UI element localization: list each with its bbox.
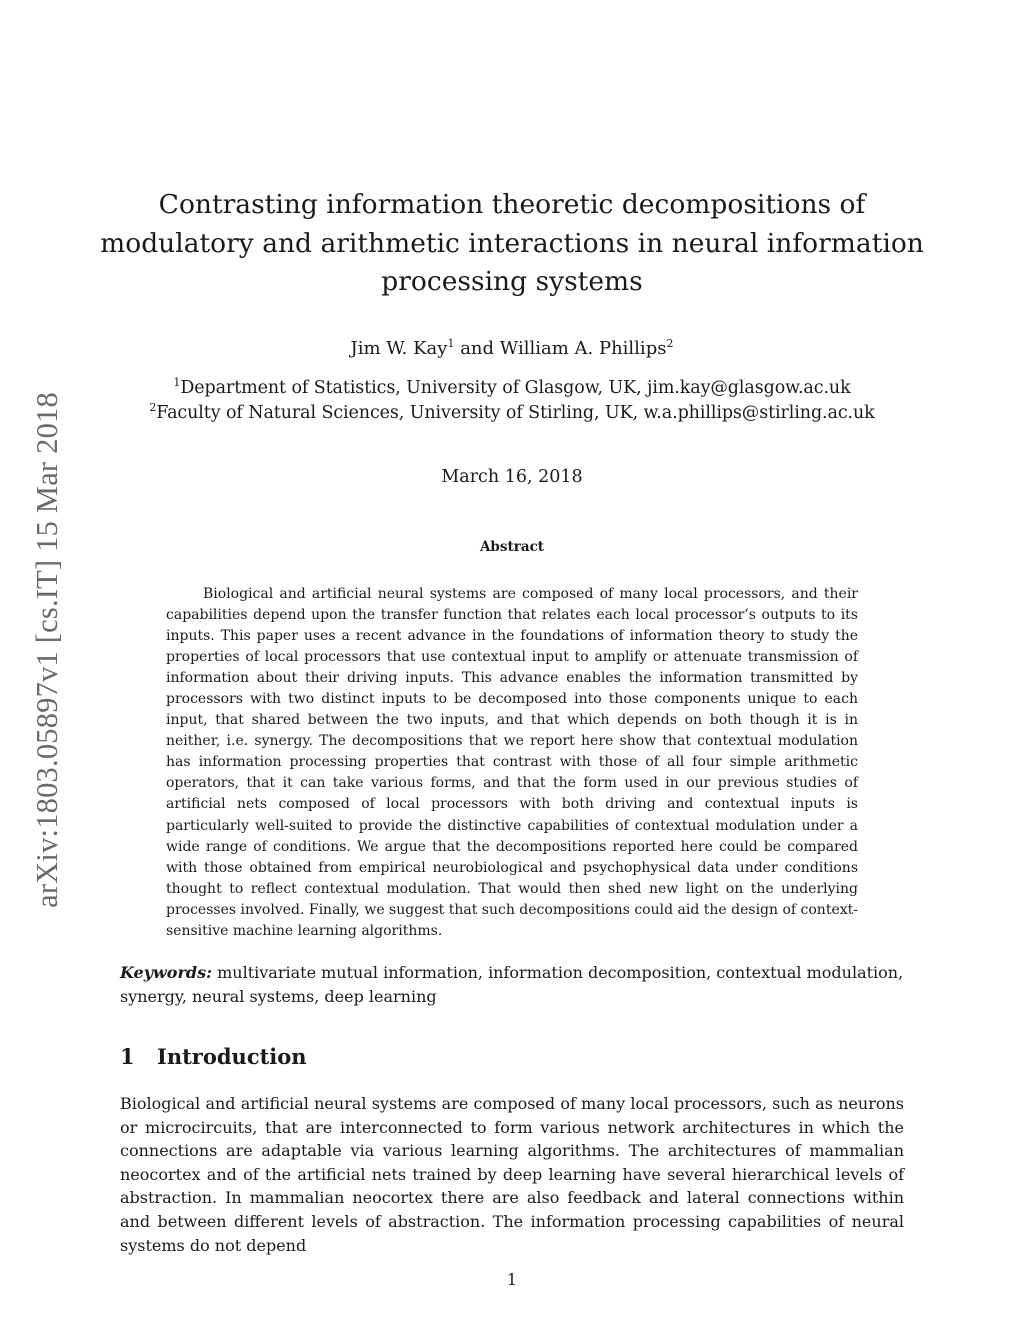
affiliation-mark: 2 xyxy=(666,337,674,350)
abstract-heading: Abstract xyxy=(479,539,545,555)
arxiv-identifier-stamp xyxy=(24,360,70,940)
introduction-paragraph: Biological and artificial neural systems are composed of many local processors, such as neurons or microcircuits, that are interconnected to form various network architectures in which the connections are adaptable via various learning algorithms. The architectures of mammalian neocortex and of the artificial nets trained by deep learning have several hierarchical levels of abstraction. In mammalian neocortex there are also feedback and lateral connections within and between different levels of abstraction. The information processing capabilities of neural systems do not depend xyxy=(120,1094,904,1255)
affiliation-mark: 1 xyxy=(447,337,455,350)
title-line: modulatory and arithmetic interactions in neural information xyxy=(100,227,924,259)
affiliation-line xyxy=(60,376,964,401)
affiliation-mark: 2 xyxy=(149,401,157,415)
keywords xyxy=(120,961,904,1009)
affiliation-mark: 1 xyxy=(173,376,181,390)
keywords-text: multivariate mutual information, information decomposition, contextual modulation, synergy, neural systems, deep learning xyxy=(120,963,904,1006)
author-name: William A. Phillips xyxy=(499,338,667,359)
section-title: Introduction xyxy=(157,1044,307,1069)
arxiv-identifier-text: arXiv:1803.05897v1 [cs.IT] 15 Mar 2018 xyxy=(30,392,64,908)
affiliation-text: Faculty of Natural Sciences, University of Stirling, UK, w.a.phillips@stirling.ac.uk xyxy=(156,403,875,423)
paper-date: March 16, 2018 xyxy=(441,467,583,487)
affiliations xyxy=(60,376,964,426)
title-line: Contrasting information theoretic decompositions of xyxy=(158,189,866,220)
author-name: Jim W. Kay xyxy=(350,338,448,359)
paper-title xyxy=(100,186,924,302)
section-number: 1 xyxy=(120,1044,135,1069)
page-number: 1 xyxy=(506,1270,518,1289)
abstract-text: Biological and artificial neural systems are composed of many local processors, and their capabilities depend upon the transfer function that relates each local processor’s outputs to its inputs. This paper uses a recent advance in the foundations of information theory to study the properties of local processors that use contextual input to amplify or attenuate transmission of information about their driving inputs. This advance enables the information transmitted by processors with two distinct inputs to be decomposed into those components unique to each input, that shared between the two inputs, and that which depends on both though it is in neither, i.e. synergy. The decompositions that we report here show that contextual modulation has information processing properties that contrast with those of all four simple arithmetic operators, that it can take various forms, and that the form used in our previous studies of artificial nets composed of local processors with both driving and contextual inputs is particularly well-suited to provide the distinctive capabilities of contextual modulation under a wide range of conditions. We argue that the decompositions reported here could be compared with those obtained from empirical neurobiological and psychophysical data under conditions thought to reflect contextual modulation. That would then shed new light on the underlying processes involved. Finally, we suggest that such decompositions could aid the design of context-sensitive machine learning algorithms. xyxy=(166,586,858,939)
author-list xyxy=(100,336,924,362)
title-line: processing systems xyxy=(381,266,643,297)
author-connector: and xyxy=(460,338,495,359)
keywords-label: Keywords: xyxy=(120,963,213,982)
affiliation-text: Department of Statistics, University of Glasgow, UK, jim.kay@glasgow.ac.uk xyxy=(180,378,851,398)
affiliation-line xyxy=(60,401,964,426)
section-heading xyxy=(120,1041,307,1073)
